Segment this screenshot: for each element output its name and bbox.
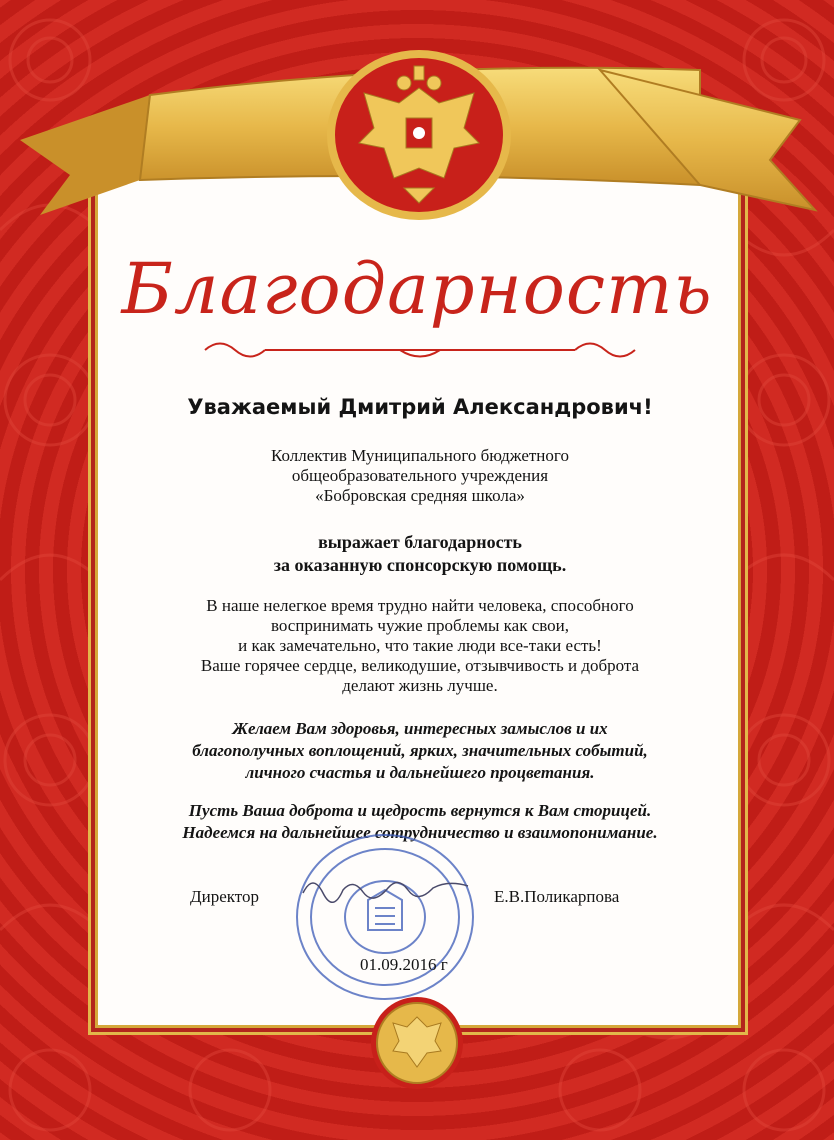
body-line: Ваше горячее сердце, великодушие, отзывчивость и доброта [200,656,640,675]
closing-line: Надеемся на дальнейшее сотрудничество и взаимопонимание. [182,823,658,842]
school-stamp [290,830,480,1005]
body-line: и как замечательно, что такие люди все-таки есть! [238,636,602,655]
director-label: Директор [190,887,259,906]
collective-line: Коллектив Муниципального бюджетного [271,446,569,465]
collective-block [100,446,740,506]
certificate-title: Благодарность [121,248,713,330]
collective-line: общеобразовательного учреждения [291,466,549,485]
expresses-line: выражает благодарность [318,532,522,552]
expresses-line: за оказанную спонсорскую помощь. [273,555,567,575]
wish-block [100,718,740,784]
issue-date: 01.09.2016 г [360,955,448,974]
wish-line: Желаем Вам здоровья, интересных замыслов и их [232,719,608,738]
expresses-block [100,531,740,577]
wish-line: личного счастья и дальнейшего процветания. [245,763,595,782]
body-block [100,596,740,696]
wish-line: благополучных воплощений, ярких, значительных событий, [192,741,648,760]
body-line: В наше нелегкое время трудно найти человека, способного [206,596,634,615]
title-flourish [200,335,640,365]
collective-line: «Бобровская средняя школа» [315,486,525,505]
body-line: делают жизнь лучше. [342,676,498,695]
director-name: Е.В.Поликарпова [494,887,620,906]
closing-line: Пусть Ваша доброта и щедрость вернутся к Вам сторицей. [188,801,652,820]
gold-seal-medal [369,995,465,1091]
body-line: воспринимать чужие проблемы как свои, [270,616,570,635]
coat-of-arms-emblem [324,48,514,223]
greeting-text: Уважаемый Дмитрий Александрович! [187,395,653,419]
director-signature [298,868,473,908]
